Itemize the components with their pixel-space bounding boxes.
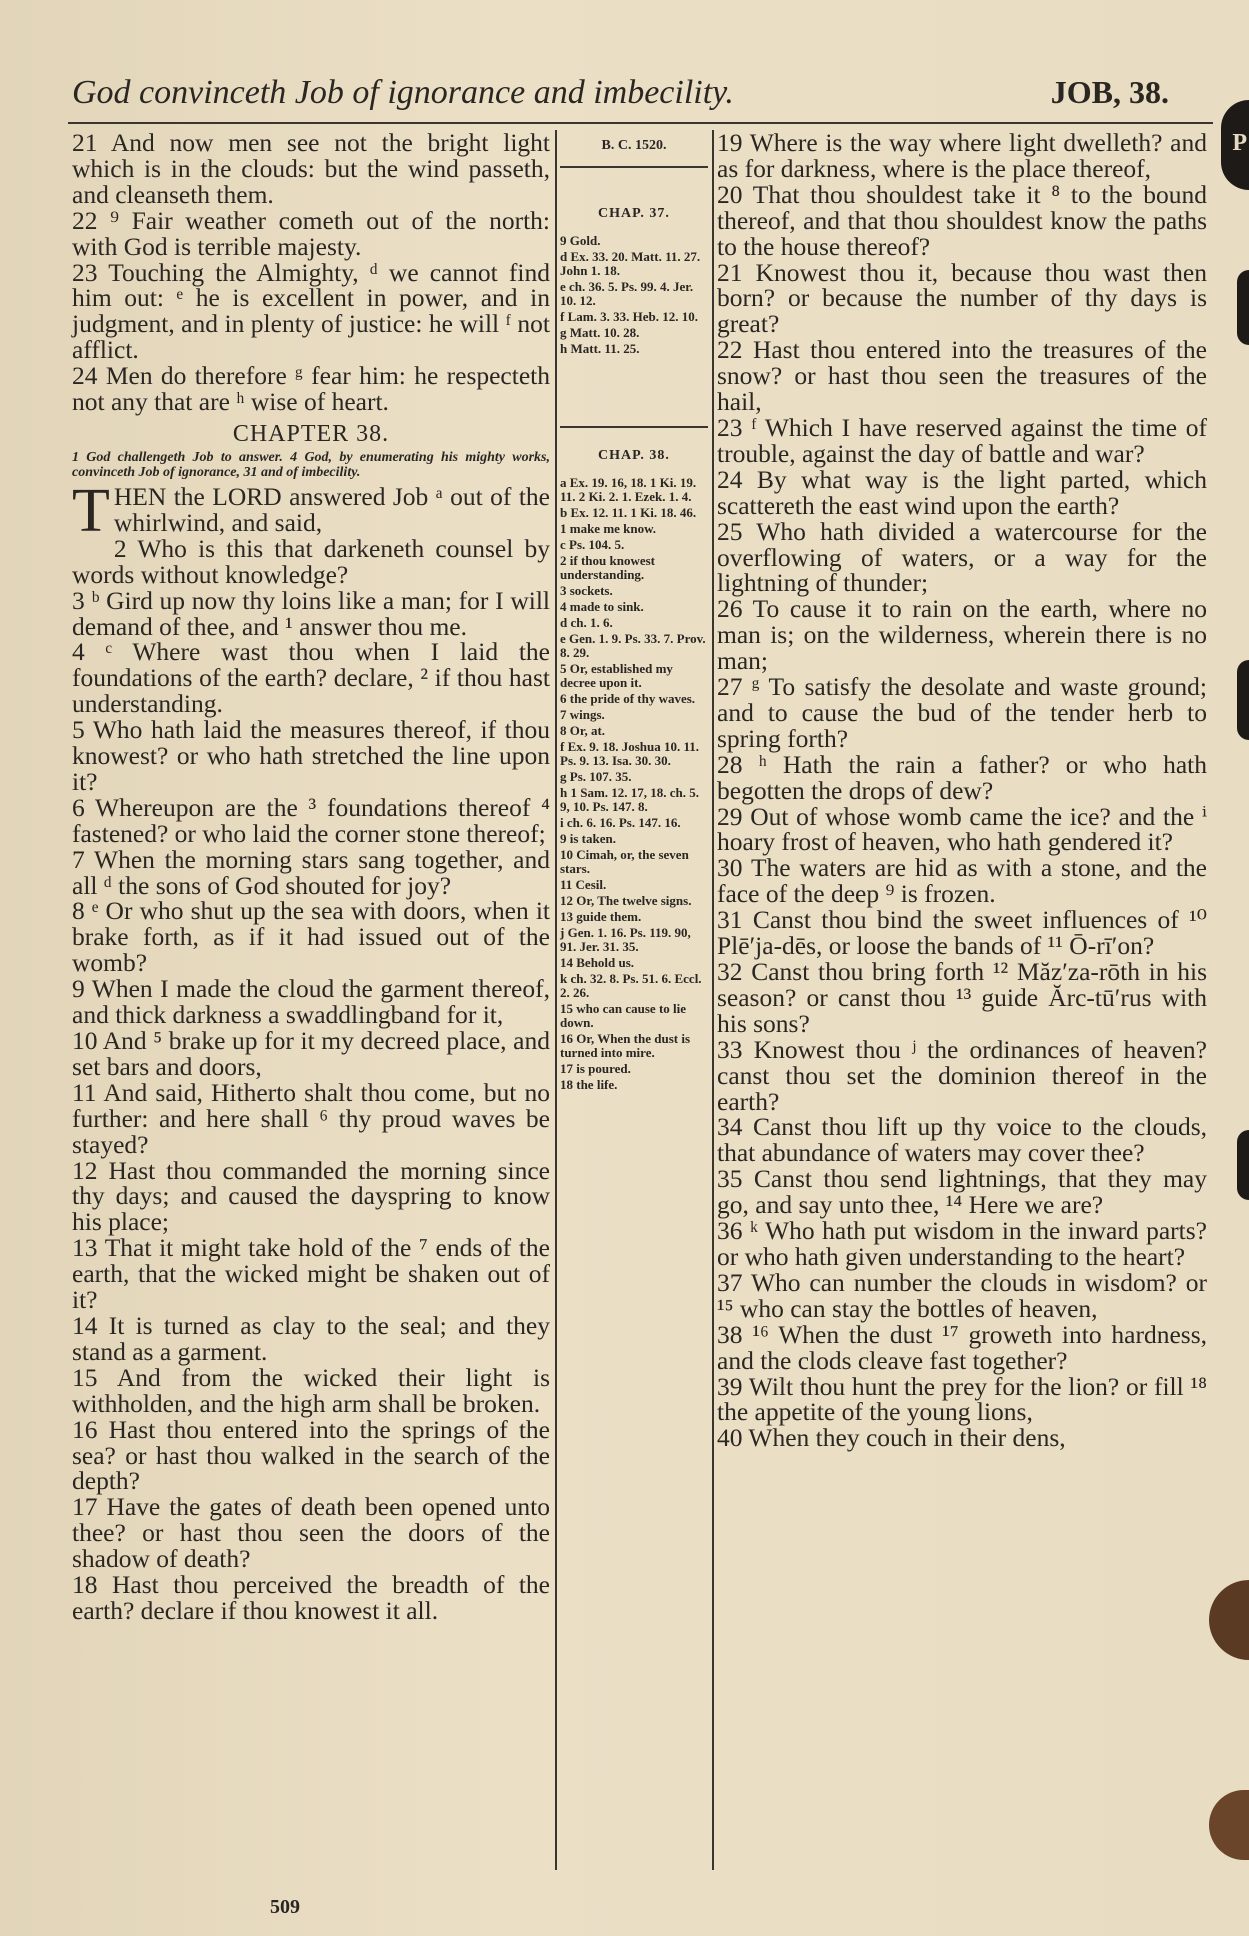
verse: 19 Where is the way where light dwelleth? and as for darkness, where is the place thereof,	[717, 128, 1207, 183]
date-label: B. C. 1520.	[601, 138, 667, 153]
verse: 21 And now men see not the bright light which is in the clouds: but the wind passeth, and cleanseth them.	[72, 128, 550, 209]
reference-note: f Lam. 3. 33. Heb. 12. 10.	[560, 309, 698, 324]
reference-note: c Ps. 104. 5.	[560, 537, 625, 552]
reference-note: 13 guide them.	[560, 909, 642, 924]
reference-note: e Gen. 1. 9. Ps. 33. 7. Prov. 8. 29.	[560, 631, 706, 660]
page-edge-mark	[1237, 660, 1249, 740]
verse: 37 Who can number the clouds in wisdom? or ¹⁵ who can stay the bottles of heaven,	[717, 1267, 1207, 1323]
verse: 18 Hast thou perceived the breadth of the earth? declare if thou knowest it all.	[72, 1570, 550, 1625]
reference-note: 10 Cimah, or, the seven stars.	[560, 847, 689, 876]
reference-note: 1 make me know.	[560, 521, 657, 536]
reference-chapter-label: CHAP. 37.	[598, 206, 670, 221]
drop-cap: T	[72, 476, 110, 545]
right-text-column	[717, 130, 1207, 1451]
left-text-column	[72, 130, 550, 1624]
verse: 20 That thou shouldest take it ⁸ to the bound thereof, and that thou shouldest know the paths to the house thereof?	[717, 179, 1207, 261]
verse: 13 That it might take hold of the ⁷ ends of the earth, that the wicked might be shaken out of it?	[72, 1233, 550, 1315]
verse: 14 It is turned as clay to the seal; and they stand as a garment.	[72, 1310, 550, 1366]
reference-note: 7 wings.	[560, 707, 605, 722]
book-chapter-label: JOB, 38.	[1050, 74, 1169, 110]
reference-note: b Ex. 12. 11. 1 Ki. 18. 46.	[560, 505, 697, 520]
verse: 36 ᵏ Who hath put wisdom in the inward parts? or who hath given understanding to the heart?	[717, 1216, 1207, 1271]
reference-note: e ch. 36. 5. Ps. 99. 4. Jer. 10. 12.	[560, 279, 694, 308]
verse: 29 Out of whose womb came the ice? and the ⁱ hoary frost of heaven, who hath gendered it?	[717, 801, 1207, 857]
verse: 32 Canst thou bring forth ¹² Măz′za-rōth in his season? or canst thou ¹³ guide Ărc-tū′rus with his sons?	[717, 957, 1207, 1038]
verse: 3 ᵇ Gird up now thy loins like a man; for I will demand of thee, and ¹ answer thou me.	[72, 585, 550, 641]
verse: 4 ᶜ Where wast thou when I laid the foundations of the earth? declare, ² if thou hast understanding.	[72, 637, 550, 719]
reference-note: g Matt. 10. 28.	[560, 325, 640, 340]
first-verse-text: HEN the LORD answered Job ᵃ out of the whirlwind, and said,	[113, 481, 550, 537]
verse: 22 ⁹ Fair weather cometh out of the north: with God is terrible majesty.	[72, 205, 550, 261]
thumb-index-label: P	[1232, 130, 1247, 156]
page-number: 509	[270, 1896, 300, 1918]
verse: 39 Wilt thou hunt the prey for the lion? or fill ¹⁸ the appetite of the young lions,	[717, 1371, 1207, 1427]
chapter-summary: 1 God challengeth Job to answer. 4 God, by enumerating his mighty works, convinceth Job of ignorance, 31 and of imbecility.	[72, 449, 550, 480]
reference-note: a Ex. 19. 16, 18. 1 Ki. 19. 11. 2 Ki. 2. 1. Ezek. 1. 4.	[560, 475, 697, 504]
verse: 35 Canst thou send lightnings, that they may go, and say unto thee, ¹⁴ Here we are?	[717, 1164, 1207, 1220]
verse: 12 Hast thou commanded the morning since thy days; and caused the dayspring to know his place;	[72, 1155, 550, 1237]
column-rule	[555, 130, 557, 1870]
verse: 27 ᵍ To satisfy the desolate and waste ground; and to cause the bud of the tender herb to spring forth?	[717, 672, 1207, 753]
reference-note: 5 Or, established my decree upon it.	[560, 661, 673, 690]
reference-note: 4 made to sink.	[560, 599, 644, 614]
page-edge-stain	[1209, 1580, 1249, 1660]
reference-rule	[560, 166, 708, 168]
reference-note: g Ps. 107. 35.	[560, 769, 632, 784]
reference-note: 9 is taken.	[560, 831, 616, 846]
reference-note: 17 is poured.	[560, 1061, 631, 1076]
column-rule	[712, 130, 714, 1870]
first-verse	[72, 476, 550, 545]
verse: 10 And ⁵ brake up for it my decreed place, and set bars and doors,	[72, 1026, 550, 1081]
verse: 11 And said, Hitherto shalt thou come, but no further: and here shall ⁶ thy proud waves be stayed?	[72, 1077, 550, 1159]
verse: 38 ¹⁶ When the dust ¹⁷ groweth into hardness, and the clods cleave fast together?	[717, 1319, 1207, 1375]
verse: 24 By what way is the light parted, which scattereth the east wind upon the earth?	[717, 464, 1207, 520]
verse: 16 Hast thou entered into the springs of the sea? or hast thou walked in the search of the depth?	[72, 1414, 550, 1496]
verse: 23 ᶠ Which I have reserved against the time of trouble, against the day of battle and war?	[717, 412, 1207, 468]
reference-note: k ch. 32. 8. Ps. 51. 6. Eccl. 2. 26.	[560, 971, 702, 1000]
page-header	[72, 74, 1209, 122]
reference-note: 15 who can cause to lie down.	[560, 1001, 687, 1030]
reference-note: f Ex. 9. 18. Joshua 10. 11. Ps. 9. 13. Isa. 30. 30.	[560, 739, 700, 768]
reference-note: 8 Or, at.	[560, 723, 606, 738]
reference-note: 2 if thou knowest understanding.	[560, 553, 655, 582]
verse: 22 Hast thou entered into the treasures of the snow? or hast thou seen the treasures of the hail,	[717, 335, 1207, 417]
page-edge-mark	[1237, 1130, 1249, 1200]
page-edge-mark	[1237, 270, 1249, 345]
verse: 25 Who hath divided a watercourse for the overflowing of waters, or a way for the lightning of thunder;	[717, 516, 1207, 598]
reference-note: h 1 Sam. 12. 17, 18. ch. 5. 9, 10. Ps. 147. 8.	[560, 785, 700, 814]
verse: 9 When I made the cloud the garment thereof, and thick darkness a swaddlingband for it,	[72, 974, 550, 1030]
reference-note: 14 Behold us.	[560, 955, 635, 970]
verse: 33 Knowest thou ʲ the ordinances of heaven? canst thou set the dominion thereof in the earth?	[717, 1034, 1207, 1116]
verse: 2 Who is this that darkeneth counsel by words without knowledge?	[72, 533, 550, 589]
reference-note: 11 Cesil.	[560, 877, 607, 892]
reference-note: d Ex. 33. 20. Matt. 11. 27. John 1. 18.	[560, 249, 701, 278]
verse: 34 Canst thou lift up thy voice to the clouds, that abundance of waters may cover thee?	[717, 1112, 1207, 1168]
reference-note: 9 Gold.	[560, 233, 601, 248]
verse: 23 Touching the Almighty, ᵈ we cannot find him out: ᵉ he is excellent in power, and in judgment, and in plenty of justice: he will ᶠ not afflict.	[72, 257, 550, 365]
verse: 7 When the morning stars sang together, and all ᵈ the sons of God shouted for joy?	[72, 844, 550, 900]
verse: 6 Whereupon are the ³ foundations thereof ⁴ fastened? or who laid the corner stone thereof;	[72, 792, 550, 848]
reference-note: i ch. 6. 16. Ps. 147. 16.	[560, 815, 681, 830]
verse: 31 Canst thou bind the sweet influences of ¹⁰ Plē′ja-dēs, or loose the bands of ¹¹ Ō-rī′on?	[717, 905, 1207, 961]
reference-note: h Matt. 11. 25.	[560, 341, 640, 356]
verse: 30 The waters are hid as with a stone, and the face of the deep ⁹ is frozen.	[717, 853, 1207, 909]
reference-column	[560, 130, 708, 1094]
verse: 15 And from the wicked their light is withholden, and the high arm shall be broken.	[72, 1362, 550, 1418]
reference-note: 16 Or, When the dust is turned into mire.	[560, 1031, 691, 1060]
reference-rule	[560, 426, 708, 428]
page-edge-stain	[1209, 1790, 1249, 1860]
verse: 24 Men do therefore ᵍ fear him: he respecteth not any that are ʰ wise of heart.	[72, 361, 550, 417]
verse: 26 To cause it to rain on the earth, where no man is; on the wilderness, wherein there is no man;	[717, 594, 1207, 676]
verse: 5 Who hath laid the measures thereof, if thou knowest? or who hath stretched the line upon it?	[72, 715, 550, 796]
header-rule	[68, 122, 1213, 124]
reference-chapter-label: CHAP. 38.	[598, 448, 670, 463]
verse: 28 ʰ Hath the rain a father? or who hath begotten the drops of dew?	[717, 749, 1207, 805]
chapter-heading: CHAPTER 38.	[232, 420, 390, 447]
verse: 17 Have the gates of death been opened unto thee? or hast thou seen the doors of the shadow of death?	[72, 1492, 550, 1574]
running-title: God convinceth Job of ignorance and imbecility.	[72, 74, 734, 111]
reference-note: 3 sockets.	[560, 583, 613, 598]
reference-note: 12 Or, The twelve signs.	[560, 893, 692, 908]
verse: 21 Knowest thou it, because thou wast then born? or because the number of thy days is great?	[717, 257, 1207, 339]
reference-note: j Gen. 1. 16. Ps. 119. 90, 91. Jer. 31. 35.	[560, 925, 691, 954]
reference-note: 18 the life.	[560, 1077, 618, 1092]
reference-note: d ch. 1. 6.	[560, 615, 613, 630]
verse: 8 ᵉ Or who shut up the sea with doors, when it brake forth, as if it had issued out of the womb?	[72, 896, 550, 978]
reference-note: 6 the pride of thy waves.	[560, 691, 696, 706]
verse: 40 When they couch in their dens,	[717, 1423, 1066, 1453]
